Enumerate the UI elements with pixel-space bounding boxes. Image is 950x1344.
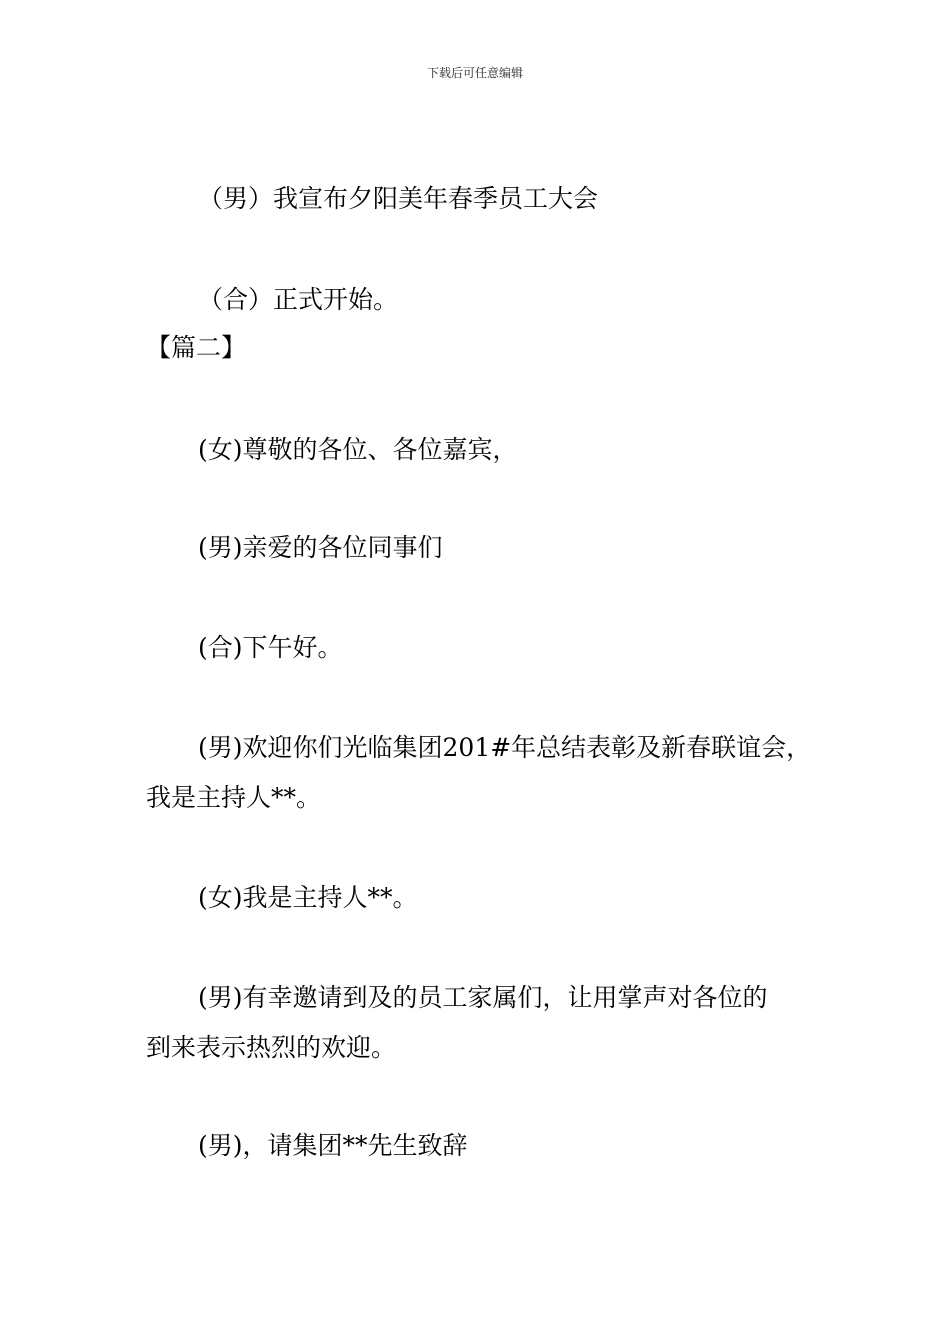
line-greeting-colleagues: (男)亲爱的各位同事们 — [198, 533, 443, 562]
line-invite-families: (男)有幸邀请到及的员工家属们，让用掌声对各位的 — [198, 983, 768, 1012]
line-welcome-event: (男)欢迎你们光临集团201#年总结表彰及新春联谊会， — [198, 733, 812, 762]
line-good-afternoon: (合)下午好。 — [198, 633, 343, 662]
line-host-male: 我是主持人**。 — [146, 783, 322, 812]
download-editable-note: 下载后可任意编辑 — [426, 66, 523, 80]
line-host-female: (女)我是主持人**。 — [198, 883, 418, 912]
line-speech-invite: (男)，请集团**先生致辞 — [198, 1131, 468, 1160]
section-heading-part-two: 【篇二】 — [146, 333, 247, 362]
line-official-start: （合）正式开始。 — [198, 285, 399, 314]
line-warm-welcome: 到来表示热烈的欢迎。 — [146, 1033, 397, 1062]
line-announce-start: （男）我宣布夕阳美年春季员工大会 — [198, 184, 599, 213]
line-greeting-guests: (女)尊敬的各位、各位嘉宾， — [198, 435, 518, 464]
